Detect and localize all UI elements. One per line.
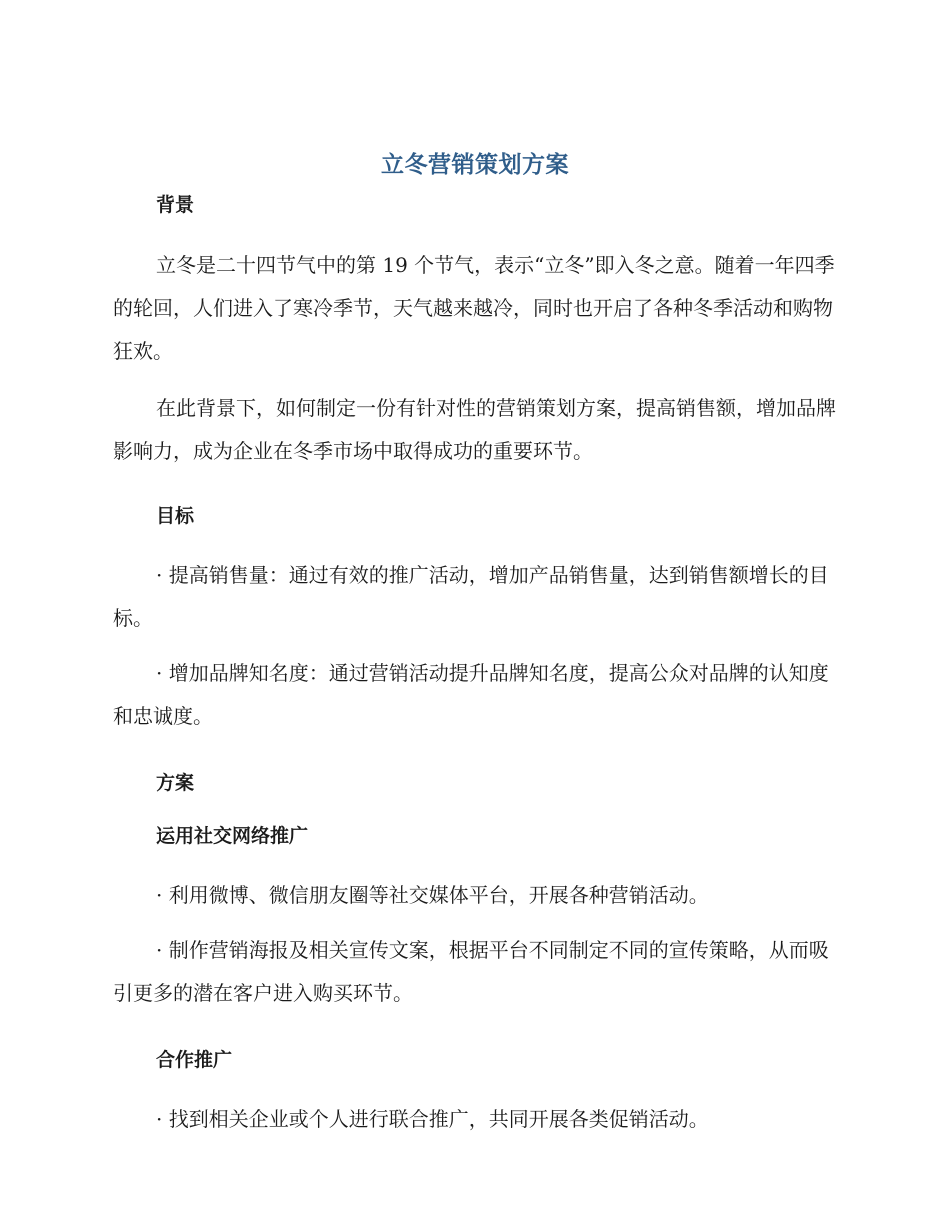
page-title: 立冬营销策划方案 [381,152,569,178]
cooperation-item-joint: · 找到相关企业或个人进行联合推广，共同开展各类促销活动。 [156,1107,709,1131]
social-item-posters: · 制作营销海报及相关宣传文案，根据平台不同制定不同的宣传策略，从而吸引更多的潜在客户进入购买环节。 [113,938,829,1005]
section-heading-plan: 方案 [156,772,195,794]
subsection-heading-cooperation: 合作推广 [156,1049,233,1071]
paragraph-background-1: 立冬是二十四节气中的第 19 个节气，表示“立冬”即入冬之意。随着一年四季的轮回，人们进入了寒冷季节，天气越来越冷，同时也开启了各种冬季活动和购物狂欢。 [113,253,835,363]
section-heading-goal: 目标 [156,505,195,527]
section-heading-background: 背景 [156,194,195,216]
goal-item-brand: · 增加品牌知名度：通过营销活动提升品牌知名度，提高公众对品牌的认知度和忠诚度。 [113,661,829,728]
paragraph-background-2: 在此背景下，如何制定一份有针对性的营销策划方案，提高销售额，增加品牌影响力，成为企业在冬季市场中取得成功的重要环节。 [113,396,836,463]
document-body [113,190,837,1141]
goal-item-sales: · 提高销售量：通过有效的推广活动，增加产品销售量，达到销售额增长的目标。 [113,563,829,630]
social-item-platforms: · 利用微博、微信朋友圈等社交媒体平台，开展各种营销活动。 [156,883,709,907]
subsection-heading-social: 运用社交网络推广 [156,825,309,847]
